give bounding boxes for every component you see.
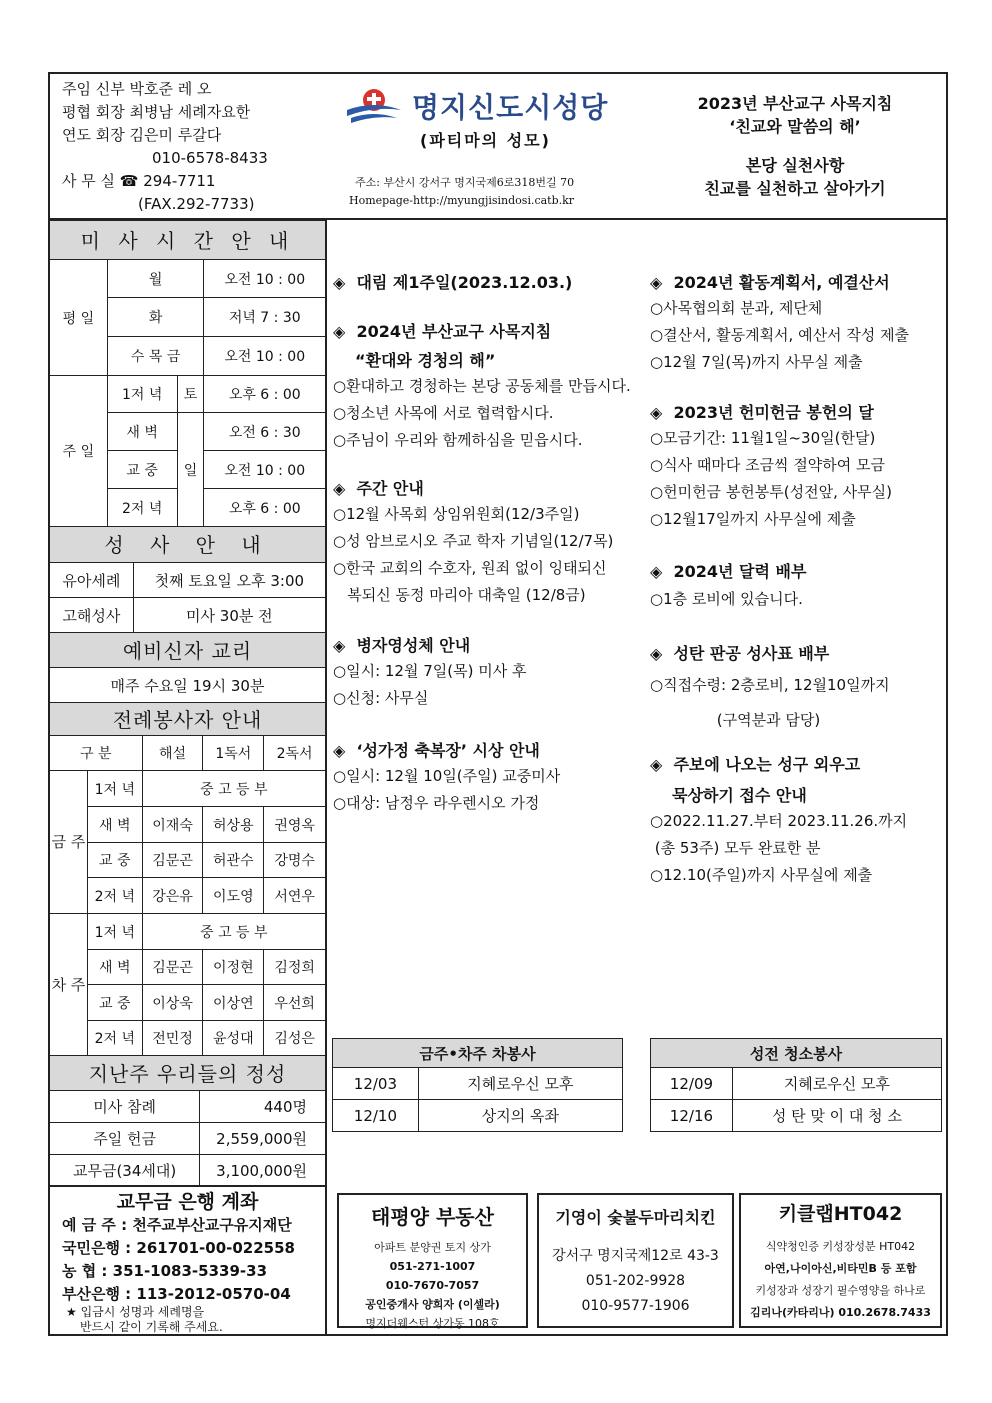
catechumen-schedule: 매주 수요일 19시 30분 <box>49 667 326 703</box>
cleaning-table <box>650 1038 942 1132</box>
council-line: 평협 회장 최병남 세례자요한 <box>62 103 251 121</box>
server-cell: 윤성대 <box>203 1021 264 1056</box>
notices-right <box>650 270 945 889</box>
ad-line: 아파트 분양권 토지 상가 <box>374 1241 491 1254</box>
bank-line: 예 금 주 : 천주교부산교구유지재단 <box>62 1216 292 1234</box>
church-address: 주소: 부산시 강서구 명지국제6로318번길 70 <box>355 176 575 189</box>
notice-title-text: 2024년 부산교구 사목지침 <box>356 322 552 341</box>
server-cell: 중 고 등 부 <box>142 771 325 807</box>
server-cell: 이상욱 <box>142 985 203 1021</box>
offering-label: 주일 헌금 <box>50 1123 200 1155</box>
notice-title: ◈ 주간 안내 <box>333 479 424 498</box>
ad-real-estate <box>337 1193 528 1328</box>
guideline-line2: ‘친교와 말씀의 해’ <box>729 117 861 136</box>
servers-head: 구 분 <box>50 736 143 771</box>
notice-line: ○일시: 12월 7일(목) 미사 후 <box>333 662 527 680</box>
alliance-line: 연도 회장 김은미 루갈다 <box>62 126 222 144</box>
ad-line: 051-271-1007 <box>389 1260 476 1273</box>
ad-line: 아연,나이아신,비타민B 등 포함 <box>764 1262 917 1275</box>
notice-line: ○헌미헌금 봉헌봉투(성전앞, 사무실) <box>650 483 892 501</box>
weekday-day: 화 <box>107 298 204 337</box>
bank-note-line1: ★ 입금시 성명과 세례명을 <box>66 1305 205 1319</box>
offering-table <box>49 1090 326 1186</box>
notice-title: ◈ 2024년 활동계획서, 예결산서 <box>650 273 890 292</box>
sacrament-title: 성 사 안 내 <box>49 526 326 563</box>
church-name: 명지신도시성당 <box>412 91 609 124</box>
guideline-line3: 본당 실천사항 <box>745 156 845 175</box>
bank-accounts <box>62 1214 295 1306</box>
server-mass: 새 벽 <box>87 950 142 985</box>
offering-title: 지난주 우리들의 정성 <box>49 1055 326 1091</box>
pastoral-guideline <box>650 92 940 200</box>
ad-chicken <box>537 1193 734 1328</box>
server-cell: 강은유 <box>142 878 203 914</box>
ad-line: 키성장과 성장기 필수영양을 하나로 <box>755 1284 926 1297</box>
notice-title-text: 2023년 헌미헌금 봉헌의 달 <box>673 403 874 422</box>
cleaning-group: 지혜로우신 모후 <box>732 1068 941 1100</box>
notice-title-text: 성탄 판공 성사표 배부 <box>673 644 830 663</box>
bank-title: 교무금 은행 계좌 <box>116 1191 259 1213</box>
offering-value: 440명 <box>200 1091 326 1123</box>
weekday-day: 월 <box>107 260 204 298</box>
ad-title: 태평양 부동산 <box>371 1205 494 1229</box>
ad-line: 010-9577-1906 <box>581 1298 690 1314</box>
servers-head: 1독서 <box>203 736 264 771</box>
server-mass: 2저 녁 <box>87 878 142 914</box>
office-fax: (FAX.292-7733) <box>138 195 255 213</box>
weekday-time: 오전 10 : 00 <box>204 260 326 298</box>
notice-line: ○직접수령: 2층로비, 12월10일까지 <box>650 676 890 694</box>
servers-title: 전례봉사자 안내 <box>49 702 326 736</box>
bank-line: 부산은행 : 113-2012-0570-04 <box>62 1285 291 1303</box>
notice-title: ◈ 2024년 부산교구 사목지침 <box>333 322 552 341</box>
server-mass: 1저 녁 <box>87 914 142 950</box>
bank-line: 농 협 : 351-1083-5339-33 <box>62 1262 268 1280</box>
ad-line: 명지더웨스턴 상가동 108호 <box>365 1317 500 1330</box>
notice-title-text: 대림 제1주일(2023.12.03.) <box>356 273 573 292</box>
notice-line: ○일시: 12월 10일(주일) 교중미사 <box>333 767 561 785</box>
notice-line: ○12월 사목회 상임위원회(12/3주일) <box>333 505 580 523</box>
notice-title-text: 병자영성체 안내 <box>356 636 471 655</box>
sunday-day-label: 일 <box>177 413 204 527</box>
ad-line: 051-202-9928 <box>585 1273 686 1289</box>
notice-title: ◈ 주보에 나오는 성구 외우고 <box>650 755 861 774</box>
server-cell: 이재숙 <box>142 807 203 843</box>
car-service-title: 금주•차주 차봉사 <box>333 1039 623 1068</box>
bank-line: 국민은행 : 261701-00-022558 <box>62 1239 295 1257</box>
sacrament-label: 유아세례 <box>50 563 134 598</box>
notice-title-text: 2024년 활동계획서, 예결산서 <box>673 273 890 292</box>
server-cell: 이상연 <box>203 985 264 1021</box>
notice-line: ○식사 때마다 조금씩 절약하여 모금 <box>650 456 886 474</box>
server-cell: 서연우 <box>264 878 326 914</box>
server-cell: 권영옥 <box>264 807 326 843</box>
car-service-group: 지혜로우신 모후 <box>418 1068 622 1100</box>
next-week-label: 차 주 <box>50 914 88 1056</box>
server-cell: 허관수 <box>203 843 264 878</box>
sunday-mass: 2저 녁 <box>107 489 177 527</box>
sunday-time: 오전 10 : 00 <box>204 451 326 489</box>
sunday-mass: 1저 녁 <box>107 376 177 413</box>
server-cell: 김문곤 <box>142 843 203 878</box>
alliance-phone: 010-6578-8433 <box>152 149 268 167</box>
servers-head: 해설 <box>142 736 203 771</box>
notice-title: ◈ ‘성가정 축복장’ 시상 안내 <box>333 741 540 760</box>
sunday-time: 오후 6 : 00 <box>204 376 326 413</box>
servers-head: 2독서 <box>264 736 326 771</box>
offering-label: 교무금(34세대) <box>50 1155 200 1186</box>
server-mass: 1저 녁 <box>87 771 142 807</box>
header-staff <box>62 78 268 216</box>
notice-line: ○12월17일까지 사무실에 제출 <box>650 510 856 528</box>
offering-value: 2,559,000원 <box>200 1123 326 1155</box>
notice-line: (구역분과 담당) <box>650 711 821 729</box>
guideline-line4: 친교를 실천하고 살아가기 <box>704 179 886 198</box>
server-cell: 우선희 <box>264 985 326 1021</box>
car-service-date: 12/10 <box>333 1100 419 1132</box>
notice-subtitle: 묵상하기 접수 안내 <box>672 786 807 805</box>
sunday-mass: 새 벽 <box>107 413 177 451</box>
notice-line: ○2022.11.27.부터 2023.11.26.까지 <box>650 812 908 830</box>
church-homepage[interactable]: Homepage-http://myungjisindosi.catb.kr <box>349 194 575 207</box>
offering-value: 3,100,000원 <box>200 1155 326 1186</box>
notice-line: ○모금기간: 11월1일~30일(한달) <box>650 429 876 447</box>
servers-table <box>49 735 326 1056</box>
server-mass: 2저 녁 <box>87 1021 142 1056</box>
bank-note-line2: 반드시 같이 기록해 주세요. <box>80 1320 223 1334</box>
server-cell: 중 고 등 부 <box>142 914 325 950</box>
ad-line: 김리나(카타리나) 010.2678.7433 <box>750 1306 931 1319</box>
server-cell: 이정현 <box>203 950 264 985</box>
notice-line: ○1층 로비에 있습니다. <box>650 590 803 608</box>
server-mass: 새 벽 <box>87 807 142 843</box>
pastor-line: 주임 신부 박호준 레 오 <box>62 80 212 98</box>
notice-subtitle: “환대와 경청의 해” <box>355 351 496 370</box>
mass-time-title: 미 사 시 간 안 내 <box>49 220 326 260</box>
catechumen-title: 예비신자 교리 <box>49 632 326 668</box>
sunday-time: 오후 6 : 00 <box>204 489 326 527</box>
notice-title: ◈ 대림 제1주일(2023.12.03.) <box>333 273 573 292</box>
notice-line: ○신청: 사무실 <box>333 689 429 707</box>
notice-line: 복되신 동정 마리아 대축일 (12/8금) <box>333 586 586 604</box>
notice-title-text: ‘성가정 축복장’ 시상 안내 <box>356 741 540 760</box>
sunday-time: 오전 6 : 30 <box>204 413 326 451</box>
ad-line: 공인중개사 양희자 (이셀라) <box>365 1298 500 1311</box>
sunday-label: 주 일 <box>50 376 108 527</box>
car-service-date: 12/03 <box>333 1068 419 1100</box>
cleaning-title: 성전 청소봉사 <box>651 1039 942 1068</box>
weekday-time: 저녁 7 : 30 <box>204 298 326 337</box>
notice-title-text: 주간 안내 <box>356 479 424 498</box>
sacrament-value: 첫째 토요일 오후 3:00 <box>133 563 325 598</box>
server-cell: 김성은 <box>264 1021 326 1056</box>
notice-line: ○성 암브로시오 주교 학자 기념일(12/7목) <box>333 532 614 550</box>
sunday-mass: 교 중 <box>107 451 177 489</box>
notices-left <box>333 270 633 817</box>
notice-line: ○12.10(주일)까지 사무실에 제출 <box>650 866 873 884</box>
notice-title: ◈ 병자영성체 안내 <box>333 636 471 655</box>
sacrament-label: 고해성사 <box>50 598 134 633</box>
ad-title: 기영이 숯불두마리치킨 <box>555 1208 716 1227</box>
notice-line: ○대상: 남정우 라우렌시오 가정 <box>333 794 540 812</box>
notice-line: ○청소년 사목에 서로 협력합시다. <box>333 404 554 422</box>
cleaning-date: 12/09 <box>651 1068 733 1100</box>
bank-note <box>66 1305 223 1335</box>
notice-title-text: 주보에 나오는 성구 외우고 <box>673 755 861 774</box>
church-logo-icon <box>345 86 403 126</box>
server-mass: 교 중 <box>87 843 142 878</box>
sacrament-value: 미사 30분 전 <box>133 598 325 633</box>
server-cell: 허상용 <box>203 807 264 843</box>
saturday-label: 토 <box>177 376 204 413</box>
office-phone: 사 무 실 ☎ 294-7711 <box>62 172 216 190</box>
notice-title: ◈ 성탄 판공 성사표 배부 <box>650 644 830 663</box>
notice-title: ◈ 2024년 달력 배부 <box>650 562 807 581</box>
server-mass: 교 중 <box>87 985 142 1021</box>
this-week-label: 금 주 <box>50 771 88 914</box>
weekday-time: 오전 10 : 00 <box>204 337 326 376</box>
weekday-day: 수 목 금 <box>107 337 204 376</box>
server-cell: 강명수 <box>264 843 326 878</box>
ad-line: 강서구 명지국제12로 43-3 <box>552 1248 719 1264</box>
sacrament-table <box>49 562 326 633</box>
notice-line: ○결산서, 활동계획서, 예산서 작성 제출 <box>650 326 910 344</box>
notice-title-text: 2024년 달력 배부 <box>673 562 807 581</box>
weekday-label: 평 일 <box>50 260 108 376</box>
server-cell: 김정희 <box>264 950 326 985</box>
notice-line: (총 53주) 모두 완료한 분 <box>650 839 821 857</box>
ad-kiclap <box>739 1193 942 1328</box>
server-cell: 전민정 <box>142 1021 203 1056</box>
notice-line: ○환대하고 경청하는 본당 공동체를 만듭시다. <box>333 377 631 395</box>
server-cell: 김문곤 <box>142 950 203 985</box>
offering-label: 미사 참례 <box>50 1091 200 1123</box>
car-service-group: 상지의 옥좌 <box>418 1100 622 1132</box>
notice-title: ◈ 2023년 헌미헌금 봉헌의 달 <box>650 403 874 422</box>
ad-line: 010-7670-7057 <box>385 1279 480 1292</box>
car-service-table <box>332 1038 623 1132</box>
notice-line: ○주님이 우리와 함께하심을 믿읍시다. <box>333 431 583 449</box>
ad-title: 키클랩HT042 <box>778 1203 903 1225</box>
notice-line: ○12월 7일(목)까지 사무실 제출 <box>650 353 863 371</box>
church-patron: (파티마의 성모) <box>420 131 551 150</box>
cleaning-date: 12/16 <box>651 1100 733 1132</box>
server-cell: 이도영 <box>203 878 264 914</box>
cleaning-group: 성 탄 맞 이 대 청 소 <box>732 1100 941 1132</box>
mass-time-table <box>49 259 326 527</box>
notice-line: ○사목협의회 분과, 제단체 <box>650 299 823 317</box>
guideline-line1: 2023년 부산교구 사목지침 <box>697 94 893 113</box>
ad-line: 식약청인증 키성장성분 HT042 <box>765 1240 916 1253</box>
notice-line: ○한국 교회의 수호자, 원죄 없이 잉태되신 <box>333 559 607 577</box>
